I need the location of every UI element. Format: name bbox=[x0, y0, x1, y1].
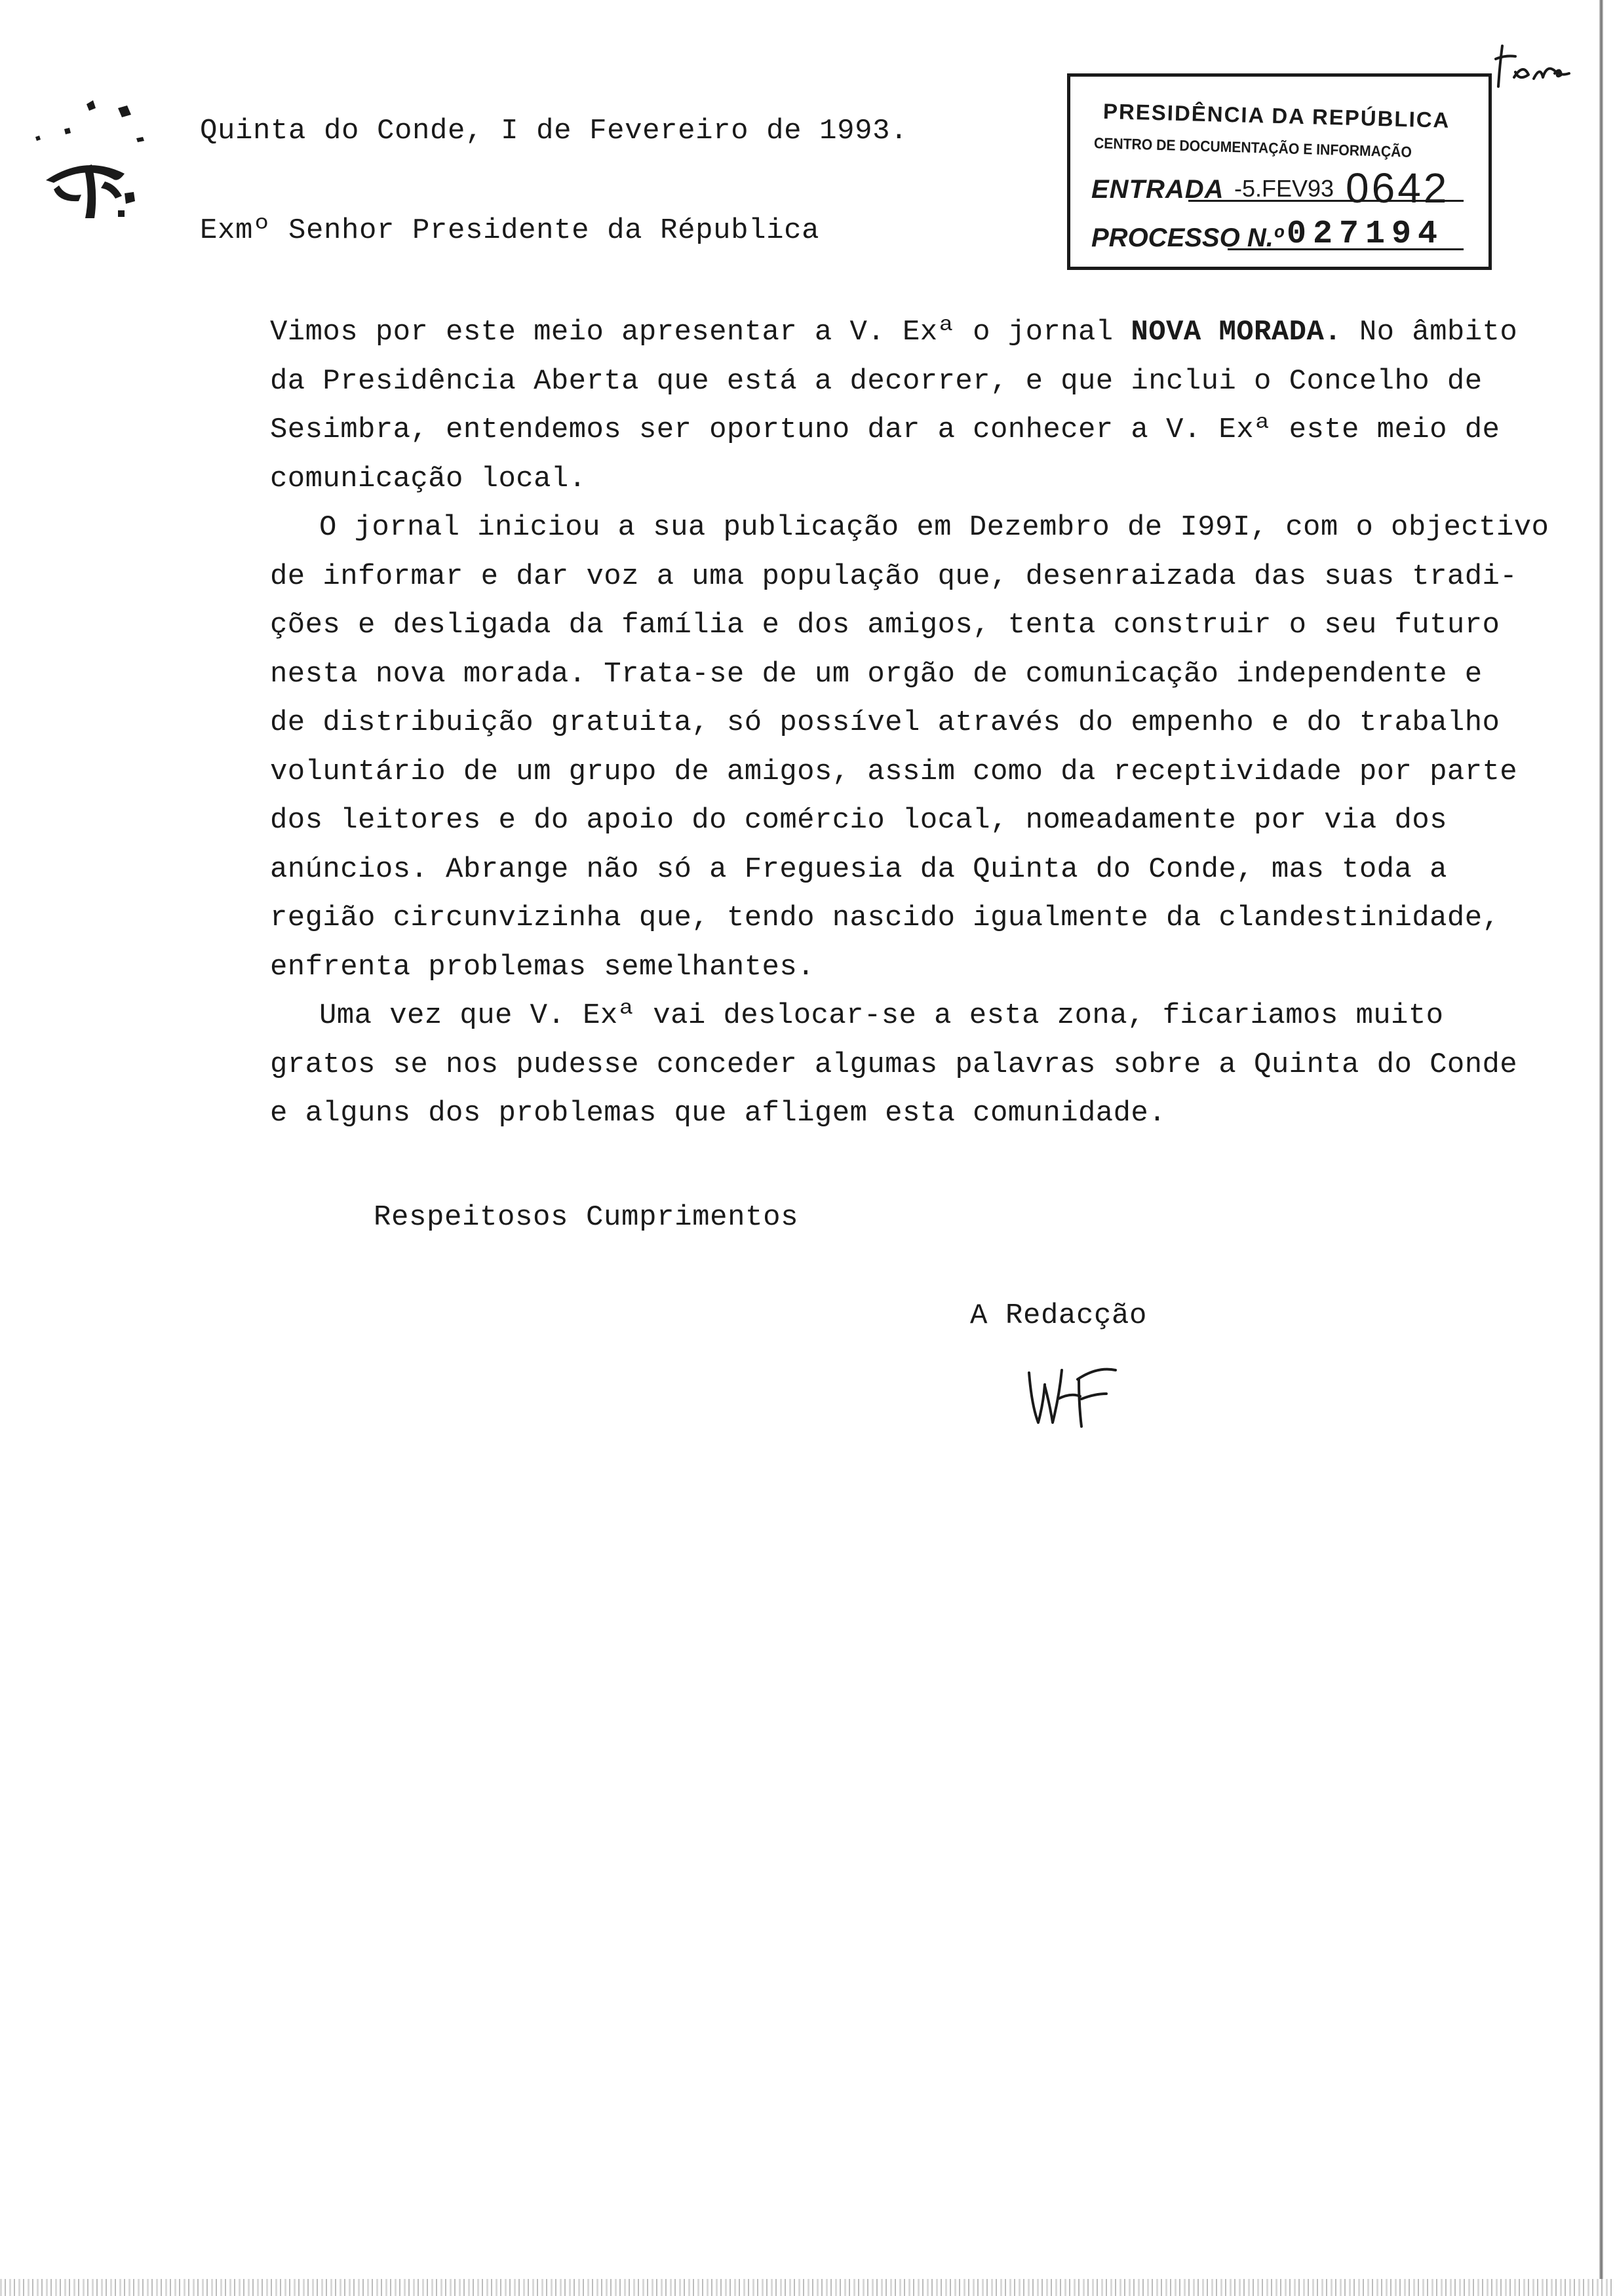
body-line: gratos se nos pudesse conceder algumas palavras sobre a Quinta do Conde bbox=[270, 1048, 1518, 1081]
page-edge-shadow bbox=[1599, 0, 1603, 2296]
salutation: Exmº Senhor Presidente da Républica bbox=[200, 214, 820, 247]
body-line: Sesimbra, entendemos ser oportuno dar a conhecer a V. Exª este meio de bbox=[270, 413, 1500, 446]
body-text-segment: Vimos por este meio apresentar a V. Exª o jornal bbox=[270, 316, 1131, 349]
body-line: anúncios. Abrange não só a Freguesia da Quinta do Conde, mas toda a bbox=[270, 852, 1447, 886]
stamp-entrada-label: ENTRADA bbox=[1091, 175, 1224, 204]
newspaper-logo-icon bbox=[26, 88, 151, 226]
stamp-institution: PRESIDÊNCIA DA REPÚBLICA bbox=[1102, 99, 1450, 132]
scan-noise-strip bbox=[0, 2279, 1615, 2296]
handwritten-signature bbox=[1022, 1360, 1121, 1432]
body-line bbox=[270, 308, 1535, 357]
body-line: voluntário de um grupo de amigos, assim como da receptividade por parte bbox=[270, 755, 1518, 788]
body-line: e alguns dos problemas que afligem esta comunidade. bbox=[270, 1097, 1167, 1130]
body-line: da Presidência Aberta que está a decorrer, e que inclui o Concelho de bbox=[270, 364, 1483, 398]
body-line: região circunvizinha que, tendo nascido igualmente da clandestinidade, bbox=[270, 902, 1500, 934]
body-line: comunicação local. bbox=[270, 462, 587, 495]
newspaper-name: NOVA MORADA. bbox=[1131, 316, 1342, 349]
body-text-segment: No âmbito bbox=[1342, 316, 1518, 349]
body-line: de informar e dar voz a uma população que, desenraizada das suas tradi- bbox=[270, 560, 1518, 593]
closing-phrase: Respeitosos Cumprimentos bbox=[374, 1201, 799, 1234]
handwritten-initials bbox=[1483, 39, 1574, 98]
body-line: nesta nova morada. Trata-se de um orgão de comunicação independente e bbox=[270, 657, 1483, 691]
body-line: O jornal iniciou a sua publicação em Dezembro de I99I, com o objectivo bbox=[319, 511, 1549, 544]
letter-date: Quinta do Conde, I de Fevereiro de 1993. bbox=[200, 115, 908, 147]
body-line: de distribuição gratuita, só possível através do empenho e do trabalho bbox=[270, 706, 1500, 739]
body-line: enfrenta problemas semelhantes. bbox=[270, 950, 815, 984]
stamp-entrada-number: 0642 bbox=[1346, 164, 1450, 212]
letter-body bbox=[270, 308, 1549, 1138]
sender-name: A Redacção bbox=[970, 1299, 1148, 1332]
body-line: dos leitores e do apoio do comércio local, nomeadamente por via dos bbox=[270, 804, 1447, 837]
archive-stamp bbox=[1067, 73, 1492, 270]
stamp-processo-number: 027194 bbox=[1287, 216, 1445, 253]
stamp-entrada-date: -5.FEV93 bbox=[1234, 175, 1334, 202]
stamp-processo-label: PROCESSO N.º bbox=[1091, 223, 1283, 252]
body-line: Uma vez que V. Exª vai deslocar-se a esta zona, ficariamos muito bbox=[319, 999, 1444, 1032]
stamp-department: CENTRO DE DOCUMENTAÇÃO E INFORMAÇÃO bbox=[1093, 134, 1412, 161]
body-line: ções e desligada da família e dos amigos, tenta construir o seu futuro bbox=[270, 609, 1500, 641]
